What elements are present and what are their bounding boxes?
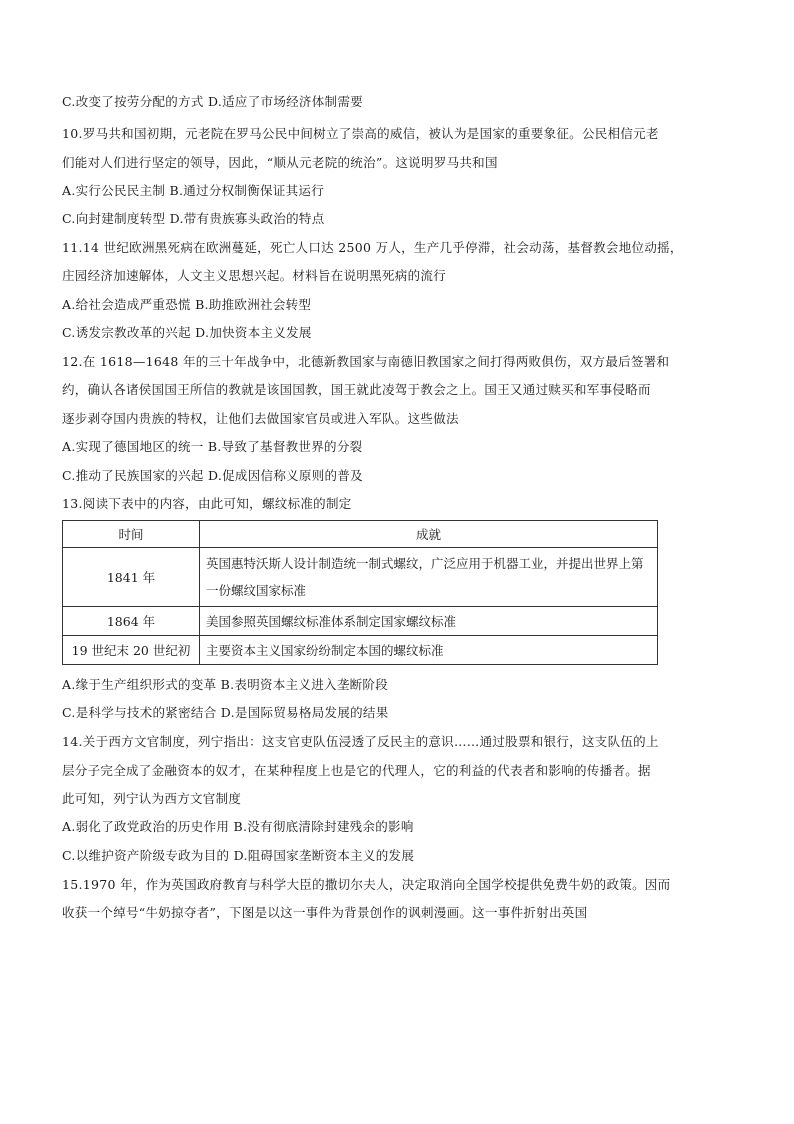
text-line-q13-options-cd: C.是科学与技术的紧密结合 D.是国际贸易格局发展的结果 (62, 705, 389, 720)
table-cell-achievement: 美国参照英国螺纹标准体系制定国家螺纹标准 (200, 607, 658, 636)
text-line-q11-stem-2: 庄园经济加速解体，人文主义思想兴起。材料旨在说明黑死病的流行 (62, 268, 447, 283)
table-cell-text: 一份螺纹国家标准 (206, 583, 307, 598)
text-line-q11-options-ab: A.给社会造成严重恐慌 B.助推欧洲社会转型 (62, 297, 312, 312)
text-line-q13-options-ab: A.缘于生产组织形式的变革 B.表明资本主义进入垄断阶段 (62, 677, 389, 692)
table-header-achievement: 成就 (200, 521, 658, 548)
text-line-q14-stem-1: 14.关于西方文官制度，列宁指出：这支官吏队伍浸透了反民主的意识……通过股票和银行，这支队伍的上 (62, 734, 659, 749)
text-line-q11-options-cd: C.诱发宗教改革的兴起 D.加快资本主义发展 (62, 325, 312, 340)
table-header-time: 时间 (63, 521, 200, 548)
table-cell-achievement: 主要资本主义国家纷纷制定本国的螺纹标准 (200, 636, 658, 665)
text-line-q14-options-ab: A.弱化了政党政治的历史作用 B.没有彻底清除封建残余的影响 (62, 819, 414, 834)
table-header-row (63, 521, 658, 548)
text-line-q9-options-cd: C.改变了按劳分配的方式 D.适应了市场经济体制需要 (62, 94, 363, 109)
table-cell-text: 英国惠特沃斯人设计制造统一制式螺纹，广泛应用于机器工业，并提出世界上第 (206, 556, 644, 571)
text-line-q12-stem-1: 12.在 1618—1648 年的三十年战争中，北德新教国家与南德旧教国家之间打得两败俱伤，双方最后签署和 (62, 354, 670, 369)
text-line-q10-options-ab: A.实行公民民主制 B.通过分权制衡保证其运行 (62, 183, 325, 198)
text-line-q15-stem-2: 收获一个绰号“牛奶掠夺者”，下图是以这一事件为背景创作的讽刺漫画。这一事件折射出英国 (62, 905, 588, 920)
text-line-q10-stem-2: 们能对人们进行坚定的领导，因此，“顺从元老院的统治”。这说明罗马共和国 (62, 155, 498, 170)
text-line-q15-stem-1: 15.1970 年，作为英国政府教育与科学大臣的撒切尔夫人，决定取消向全国学校提供免费牛奶的政策。因而 (62, 877, 671, 892)
text-line-q14-stem-3: 此可知，列宁认为西方文官制度 (62, 791, 242, 806)
text-line-q12-options-cd: C.推动了民族国家的兴起 D.促成因信称义原则的普及 (62, 468, 363, 483)
table-row (63, 607, 658, 636)
text-line-q12-stem-3: 逐步剥夺国内贵族的特权，让他们去做国家官员或进入军队。这些做法 (62, 411, 459, 426)
text-line-q13-stem: 13.阅读下表中的内容，由此可知，螺纹标准的制定 (62, 496, 352, 511)
table-cell-time: 1841 年 (63, 548, 200, 607)
table-cell-achievement (200, 548, 658, 607)
table-cell-time: 1864 年 (63, 607, 200, 636)
text-line-q10-stem-1: 10.罗马共和国初期，元老院在罗马公民中间树立了崇高的威信，被认为是国家的重要象征。公民相信元老 (62, 126, 659, 141)
text-line-q11-stem-1: 11.14 世纪欧洲黑死病在欧洲蔓延，死亡人口达 2500 万人，生产几乎停滞，社会动荡，基督教会地位动摇， (62, 240, 683, 255)
text-line-q12-stem-2: 约，确认各诸侯国国王所信的教就是该国国教，国王就此凌驾于教会之上。国王又通过赎买和军事侵略而 (62, 382, 651, 397)
text-line-q10-options-cd: C.向封建制度转型 D.带有贵族寡头政治的特点 (62, 211, 325, 226)
text-line-q12-options-ab: A.实现了德国地区的统一 B.导致了基督教世界的分裂 (62, 439, 363, 454)
thread-standard-table (62, 520, 658, 665)
table-cell-time: 19 世纪末 20 世纪初 (63, 636, 200, 665)
table-row (63, 548, 658, 607)
text-line-q14-stem-2: 层分子完全成了金融资本的奴才，在某种程度上也是它的代理人，它的利益的代表者和影响的传播者。据 (62, 763, 651, 778)
table-row (63, 636, 658, 665)
text-line-q14-options-cd: C.以维护资产阶级专政为目的 D.阻碍国家垄断资本主义的发展 (62, 848, 415, 863)
